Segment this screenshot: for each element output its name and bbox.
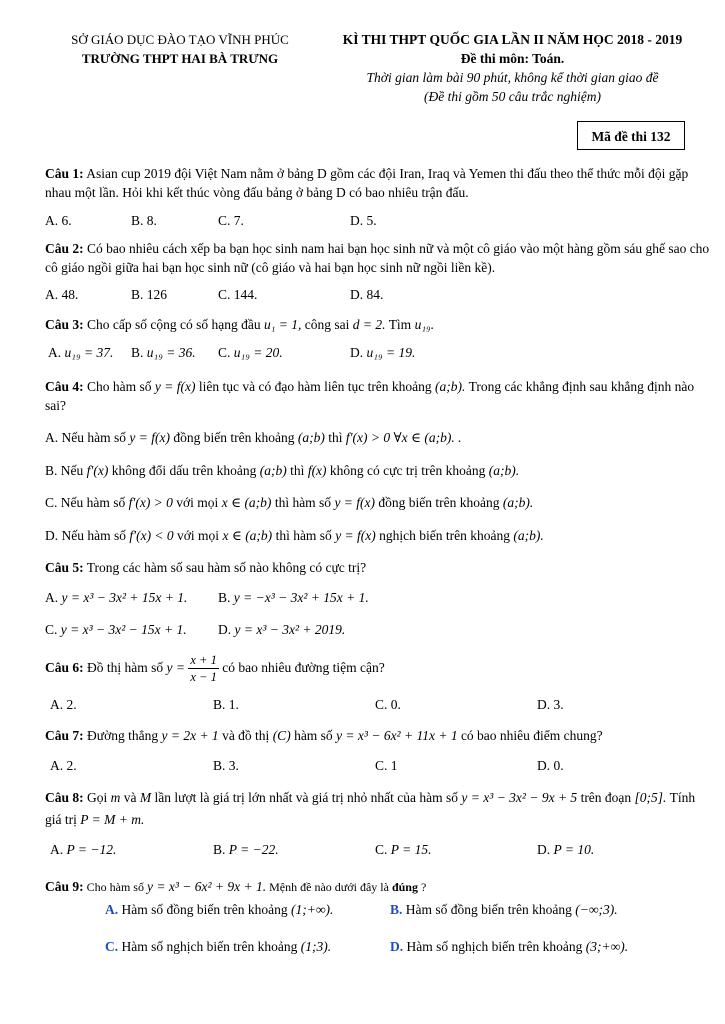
q4-c-math-3: y = f(x) (334, 495, 376, 510)
q7-math-3: y = x³ − 6x² + 11x + 1 (336, 728, 458, 743)
q5-option-a-math: y = x³ − 3x² + 15x + 1. (61, 590, 188, 605)
q4-b-text-3: thì (290, 463, 305, 478)
q9-option-a-text: Hàm số đồng biến trên khoảng (121, 902, 288, 917)
q8-text-2: và (123, 790, 137, 805)
q4-d-math-3: y = f(x) (335, 528, 376, 543)
q4-c-text-1: C. Nếu hàm số (45, 495, 126, 510)
q5-text: Trong các hàm số sau hàm số nào không có cực trị? (86, 560, 367, 575)
q5-option-d-math: y = x³ − 3x² + 2019. (234, 622, 346, 637)
q3-text-1: Cho cấp số cộng có số hạng đầu (87, 317, 261, 332)
q3-option-d (350, 345, 415, 361)
q8-option-d-letter: D. (537, 842, 551, 857)
q8-option-c-math: P = 15. (390, 842, 432, 857)
question-6 (45, 650, 710, 686)
q3-label: Câu 3: (45, 317, 84, 332)
q3-option-d-math: u₁₉ = 19. (366, 345, 416, 360)
q4-d-math-1: f′(x) < 0 (129, 528, 174, 543)
q7-text-3: hàm số (294, 728, 333, 743)
q8-option-d-math: P = 10. (553, 842, 595, 857)
header-right (320, 30, 705, 106)
q9-label: Câu 9: (45, 879, 84, 894)
q7-text-2: và đồ thị (222, 728, 270, 743)
q4-b-math-2: (a;b) (259, 463, 287, 478)
q4-option-c (45, 493, 710, 512)
q9-option-b-math: (−∞;3). (575, 902, 618, 917)
q4-a-math-3: f′(x) > 0 ∀x ∈ (a;b). . (345, 430, 462, 445)
q4-c-text-3: thì hàm số (274, 495, 332, 510)
q6-label: Câu 6: (45, 660, 84, 675)
q4-c-text-4: đồng biến trên khoảng (378, 495, 500, 510)
q2-option-a: A. 48. (45, 287, 79, 302)
question-2 (45, 239, 710, 277)
q9-option-d-text: Hàm số nghịch biến trên khoảng (406, 939, 583, 954)
q8-option-d (537, 842, 594, 858)
department: SỞ GIÁO DỤC ĐÀO TẠO VĨNH PHÚC (71, 32, 289, 47)
q5-option-c-letter: C. (45, 622, 58, 637)
q2-text: Có bao nhiêu cách xếp ba bạn học sinh nam hai bạn học sinh nữ và một cô giáo vào một hàng gồm sáu ghế sao cho cô giáo ngồi giữa hai bạn học sinh nữ (cô giáo và hai bạn học sinh nữ ngồi liền kề). (45, 241, 710, 275)
question-9 (45, 877, 710, 897)
q1-text: Asian cup 2019 đội Việt Nam nằm ở bảng D gồm các đội Iran, Iraq và Yemen thi đấu theo thể thức mỗi đội gặp nhau một lần. Hỏi khi kết thúc vòng đấu bảng ở bảng D có bao nhiêu trận đấu. (45, 166, 689, 200)
q9-option-c-math: (1;3). (300, 939, 332, 954)
q3-math-3: u₁₉. (414, 317, 435, 332)
q3-option-d-letter: D. (350, 345, 364, 360)
q4-d-text-3: thì hàm số (275, 528, 332, 543)
q4-d-text-2: với mọi (177, 528, 220, 543)
q4-a-math-2: (a;b) (297, 430, 325, 445)
q5-option-b-math: y = −x³ − 3x² + 15x + 1. (233, 590, 369, 605)
q8-math-4: [0;5]. (634, 790, 667, 805)
q5-label: Câu 5: (45, 560, 84, 575)
q4-d-math-2: x ∈ (a;b) (222, 528, 273, 543)
q6-text-2: có bao nhiêu đường tiệm cận? (222, 660, 385, 675)
q8-option-a (50, 842, 116, 858)
q8-math-5: P = M + m. (80, 812, 145, 827)
q5-option-c-math: y = x³ − 3x² − 15x + 1. (60, 622, 187, 637)
q2-option-d: D. 84. (350, 287, 384, 302)
q9-option-b-letter: B. (390, 902, 403, 917)
q4-b-text-2: không đổi dấu trên khoảng (111, 463, 257, 478)
q9-option-d-math: (3;+∞). (585, 939, 629, 954)
q4-d-text-4: nghịch biến trên khoảng (379, 528, 510, 543)
q3-option-b (131, 345, 196, 361)
q4-c-text-2: với mọi (176, 495, 219, 510)
q7-option-b: B. 3. (213, 758, 239, 773)
q1-option-b: B. 8. (131, 213, 157, 228)
q4-c-math-2: x ∈ (a;b) (221, 495, 272, 510)
q3-option-a (48, 345, 113, 361)
q5-option-b-letter: B. (218, 590, 231, 605)
q5-option-c (45, 622, 187, 638)
question-8 (45, 787, 710, 831)
q9-option-d (390, 939, 628, 955)
exam-code-box: Mã đề thi 132 (577, 121, 685, 150)
question-5 (45, 558, 710, 577)
exam-title: KÌ THI THPT QUỐC GIA LẦN II NĂM HỌC 2018 - 2019 (342, 32, 683, 47)
q4-text-1: Cho hàm số (87, 379, 152, 394)
q7-math-1: y = 2x + 1 (161, 728, 219, 743)
q3-option-b-letter: B. (131, 345, 144, 360)
q8-option-a-math: P = −12. (66, 842, 117, 857)
q4-c-math-4: (a;b). (502, 495, 534, 510)
q7-option-a: A. 2. (50, 758, 77, 773)
question-1 (45, 164, 710, 202)
q4-a-text-1: A. Nếu hàm số (45, 430, 126, 445)
q6-math-1: y = (166, 660, 185, 675)
header-left (40, 30, 320, 68)
q4-d-math-4: (a;b). (513, 528, 544, 543)
q5-option-d-letter: D. (218, 622, 232, 637)
q8-text-4: trên đoạn (580, 790, 632, 805)
q4-math-1: y = f(x) (154, 379, 196, 394)
q8-math-3: y = x³ − 3x² − 9x + 5 (461, 790, 578, 805)
q9-option-b-text: Hàm số đồng biến trên khoảng (405, 902, 572, 917)
q8-label: Câu 8: (45, 790, 84, 805)
q8-option-c-letter: C. (375, 842, 388, 857)
q4-a-math-1: y = f(x) (129, 430, 170, 445)
q9-option-b (390, 902, 618, 918)
q8-option-c (375, 842, 432, 858)
q8-option-b (213, 842, 279, 858)
q9-text-2: Mệnh đề nào dưới đây là (269, 880, 389, 894)
q5-option-d (218, 622, 345, 638)
q3-option-b-math: u₁₉ = 36. (146, 345, 196, 360)
q1-option-c: C. 7. (218, 213, 244, 228)
q9-option-a-math: (1;+∞). (290, 902, 334, 917)
q4-c-math-1: f′(x) > 0 (128, 495, 173, 510)
q2-option-b: B. 126 (131, 287, 168, 302)
q5-option-b (218, 590, 369, 606)
q4-b-math-1: f′(x) (86, 463, 109, 478)
q2-option-c: C. 144. (218, 287, 258, 302)
q4-b-math-4: (a;b). (488, 463, 520, 478)
q2-label: Câu 2: (45, 241, 84, 256)
q7-text-1: Đường thẳng (87, 728, 159, 743)
q4-option-b (45, 461, 710, 480)
q3-text-2: công sai (304, 317, 350, 332)
exam-subject: Đề thi môn: Toán. (460, 51, 565, 66)
exam-note: (Đề thi gồm 50 câu trắc nghiệm) (424, 89, 601, 104)
q9-text-1: Cho hàm số (86, 880, 144, 894)
q4-a-text-2: đồng biến trên khoảng (173, 430, 295, 445)
q4-b-text-4: không có cực trị trên khoảng (329, 463, 486, 478)
q7-text-4: có bao nhiêu điểm chung? (460, 728, 603, 743)
question-7 (45, 726, 710, 745)
q3-option-c-letter: C. (218, 345, 231, 360)
question-4 (45, 377, 710, 415)
q4-option-d (45, 526, 710, 545)
q9-option-c-letter: C. (105, 939, 119, 954)
q4-math-2: (a;b). (435, 379, 466, 394)
q6-denominator: x − 1 (190, 670, 217, 685)
q4-label: Câu 4: (45, 379, 84, 394)
q9-option-a (105, 902, 333, 918)
q5-option-a (45, 590, 187, 606)
q4-d-text-1: D. Nếu hàm số (45, 528, 126, 543)
q6-option-b: B. 1. (213, 697, 239, 712)
school-name: TRƯỜNG THPT HAI BÀ TRƯNG (81, 51, 279, 66)
q6-option-c: C. 0. (375, 697, 401, 712)
q8-text-1: Gọi (87, 790, 108, 805)
q6-fraction (188, 652, 218, 685)
question-3 (45, 315, 710, 334)
q7-label: Câu 7: (45, 728, 84, 743)
q8-option-a-letter: A. (50, 842, 64, 857)
q3-option-c (218, 345, 283, 361)
q7-option-c: C. 1 (375, 758, 398, 773)
q4-b-math-3: f(x) (307, 463, 327, 478)
q4-text-2: liên tục và có đạo hàm liên tục trên khoảng (198, 379, 432, 394)
q7-option-d: D. 0. (537, 758, 564, 773)
q1-option-a: A. 6. (45, 213, 72, 228)
q1-label: Câu 1: (45, 166, 84, 181)
q6-option-a: A. 2. (50, 697, 77, 712)
q8-option-b-letter: B. (213, 842, 226, 857)
exam-time: Thời gian làm bài 90 phút, không kể thời gian giao đề (366, 70, 659, 85)
q4-b-text-1: B. Nếu (45, 463, 84, 478)
q7-math-2: (C) (272, 728, 291, 743)
q9-option-d-letter: D. (390, 939, 404, 954)
q8-math-2: M (139, 790, 152, 805)
q8-option-b-math: P = −22. (228, 842, 279, 857)
q4-a-text-3: thì (328, 430, 343, 445)
q3-math-2: d = 2. (352, 317, 386, 332)
q6-numerator: x + 1 (190, 653, 217, 668)
q9-text-4: ? (420, 880, 427, 894)
q8-math-1: m (110, 790, 121, 805)
q9-text-emphasis: đúng (391, 880, 418, 894)
q6-option-d: D. 3. (537, 697, 564, 712)
q9-option-c-text: Hàm số nghịch biến trên khoảng (121, 939, 298, 954)
q3-math-1: u₁ = 1, (263, 317, 302, 332)
q3-option-a-math: u₁₉ = 37. (64, 345, 114, 360)
q6-text-1: Đồ thị hàm số (87, 660, 164, 675)
q4-text-3: Trong các khẳng định sau khẳng định nào sai? (45, 379, 695, 413)
q9-option-a-letter: A. (105, 902, 119, 917)
q8-text-3: lần lượt là giá trị lớn nhất và giá trị nhỏ nhất của hàm số (154, 790, 459, 805)
q5-option-a-letter: A. (45, 590, 59, 605)
q8-text-5: Tính giá trị (45, 790, 696, 827)
q3-option-a-letter: A. (48, 345, 62, 360)
q3-text-3: Tìm (388, 317, 412, 332)
q9-option-c (105, 939, 331, 955)
q1-option-d: D. 5. (350, 213, 377, 228)
q9-math-1: y = x³ − 6x² + 9x + 1. (146, 879, 267, 894)
q4-option-a (45, 428, 710, 447)
q3-option-c-math: u₁₉ = 20. (233, 345, 283, 360)
